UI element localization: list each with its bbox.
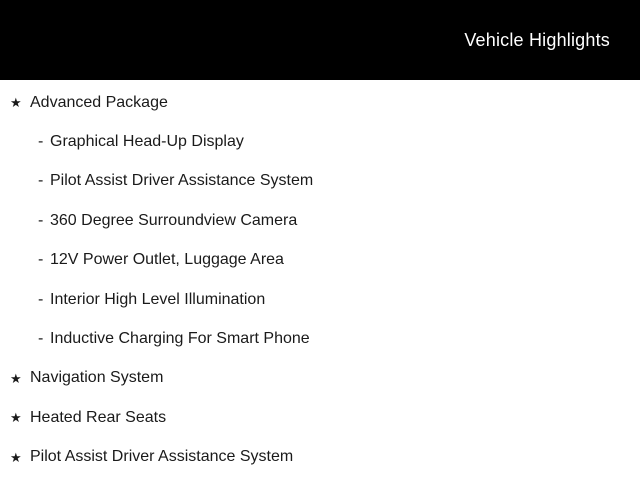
feature-label: Advanced Package <box>30 93 168 111</box>
sub-feature-item <box>0 241 640 280</box>
star-bullet-icon: ★ <box>10 370 22 386</box>
sub-feature-label: Inductive Charging For Smart Phone <box>50 330 310 348</box>
sub-feature-item <box>0 280 640 319</box>
feature-item <box>0 359 640 398</box>
page-title: Vehicle Highlights <box>464 29 610 50</box>
sub-feature-item <box>0 201 640 240</box>
sub-feature-label: Pilot Assist Driver Assistance System <box>50 172 314 190</box>
sub-feature-item <box>0 122 640 161</box>
sub-feature-item <box>0 319 640 358</box>
feature-label: Pilot Assist Driver Assistance System <box>30 448 294 466</box>
feature-item <box>0 398 640 437</box>
star-bullet-icon: ★ <box>10 410 22 426</box>
dash-bullet: - <box>38 330 44 348</box>
feature-label: Navigation System <box>30 369 164 387</box>
star-bullet-icon: ★ <box>10 95 22 111</box>
sub-feature-label: Graphical Head-Up Display <box>50 133 244 151</box>
sub-feature-label: Interior High Level Illumination <box>50 290 266 308</box>
dash-bullet: - <box>38 133 44 151</box>
feature-label: Heated Rear Seats <box>30 408 167 426</box>
feature-item <box>0 83 640 122</box>
sub-feature-label: 360 Degree Surroundview Camera <box>50 211 298 229</box>
dash-bullet: - <box>38 290 44 308</box>
feature-item <box>0 438 640 477</box>
dash-bullet: - <box>38 172 44 190</box>
sub-feature-item <box>0 162 640 201</box>
header-bar <box>0 0 640 80</box>
dash-bullet: - <box>38 211 44 229</box>
features-list <box>0 80 640 477</box>
sub-feature-label: 12V Power Outlet, Luggage Area <box>50 251 284 269</box>
star-bullet-icon: ★ <box>10 449 22 465</box>
dash-bullet: - <box>38 251 44 269</box>
